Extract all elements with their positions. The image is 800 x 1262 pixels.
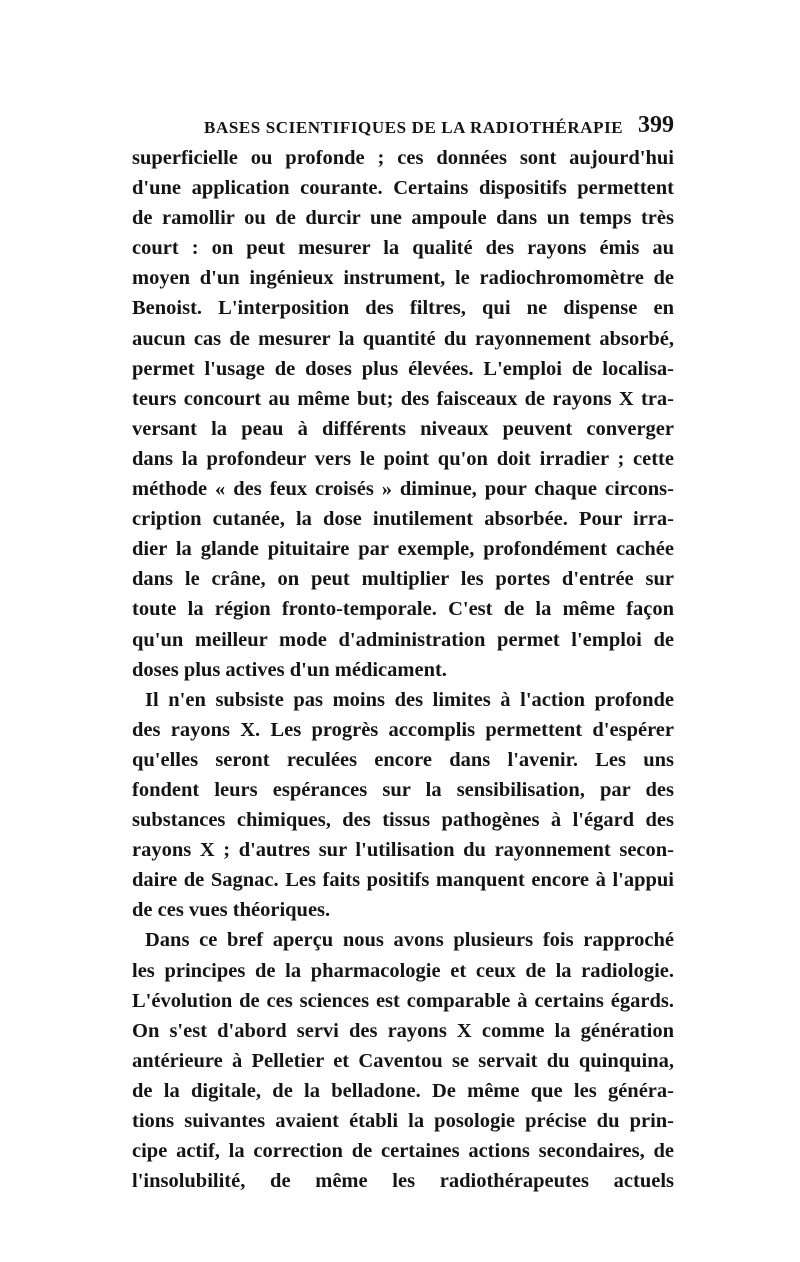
- text-line: méthode « des feux croisés » diminue, pour chaque circons-: [132, 478, 674, 501]
- text-line: cription cutanée, la dose inutilement absorbée. Pour irra-: [132, 508, 674, 531]
- running-head: [132, 112, 674, 142]
- text-line: cipe actif, la correction de certaines actions secondaires, de: [132, 1140, 674, 1163]
- text-line: daire de Sagnac. Les faits positifs manquent encore à l'appui: [132, 869, 674, 892]
- body-text: [132, 143, 674, 1196]
- text-line: rayons X ; d'autres sur l'utilisation du rayonnement secon-: [132, 839, 674, 862]
- text-line: substances chimiques, des tissus pathogènes à l'égard des: [132, 809, 674, 832]
- text-line: des rayons X. Les progrès accomplis permettent d'espérer: [132, 718, 674, 741]
- text-line: antérieure à Pelletier et Caventou se servait du quinquina,: [132, 1049, 674, 1072]
- text-line: aucun cas de mesurer la quantité du rayonnement absorbé,: [132, 327, 674, 350]
- text-line: de ces vues théoriques.: [132, 899, 331, 922]
- text-line: moyen d'un ingénieux instrument, le radiochromomètre de: [132, 267, 674, 290]
- page-number: 399: [638, 112, 674, 138]
- text-line: de la digitale, de la belladone. De même que les généra-: [132, 1079, 674, 1102]
- text-line: permet l'usage de doses plus élevées. L'emploi de localisa-: [132, 357, 674, 380]
- text-line: superficielle ou profonde ; ces données sont aujourd'hui: [132, 147, 674, 169]
- text-line: de ramollir ou de durcir une ampoule dans un temps très: [132, 207, 674, 230]
- text-line: court : on peut mesurer la qualité des rayons émis au: [132, 237, 674, 260]
- text-line: doses plus actives d'un médicament.: [132, 658, 447, 681]
- text-line: dans le crâne, on peut multiplier les portes d'entrée sur: [132, 568, 674, 591]
- text-line: tions suivantes avaient établi la posologie précise du prin-: [132, 1110, 674, 1132]
- text-line: l'insolubilité, de même les radiothérapeutes actuels: [132, 1170, 674, 1193]
- running-title: BASES SCIENTIFIQUES DE LA RADIOTHÉRAPIE: [204, 118, 624, 137]
- text-line: teurs concourt au même but; des faisceaux de rayons X tra-: [132, 387, 674, 410]
- text-line: Il n'en subsiste pas moins des limites à l'action profonde: [145, 688, 674, 711]
- text-line: dans la profondeur vers le point qu'on doit irradier ; cette: [132, 447, 674, 470]
- text-line: qu'elles seront reculées encore dans l'avenir. Les uns: [132, 748, 674, 771]
- text-line: Dans ce bref aperçu nous avons plusieurs fois rapproché: [145, 929, 674, 952]
- text-line: versant la peau à différents niveaux peuvent converger: [132, 417, 674, 440]
- text-line: fondent leurs espérances sur la sensibilisation, par des: [132, 778, 674, 801]
- text-line: Benoist. L'interposition des filtres, qui ne dispense en: [132, 297, 674, 320]
- text-line: dier la glande pituitaire par exemple, profondément cachée: [132, 538, 674, 561]
- text-line: toute la région fronto-temporale. C'est de la même façon: [132, 598, 674, 621]
- text-line: d'une application courante. Certains dispositifs permettent: [132, 177, 674, 200]
- text-line: les principes de la pharmacologie et ceux de la radiologie.: [132, 959, 674, 982]
- text-line: qu'un meilleur mode d'administration permet l'emploi de: [132, 628, 674, 651]
- text-line: On s'est d'abord servi des rayons X comme la génération: [132, 1019, 674, 1042]
- text-line: L'évolution de ces sciences est comparable à certains égards.: [132, 989, 674, 1012]
